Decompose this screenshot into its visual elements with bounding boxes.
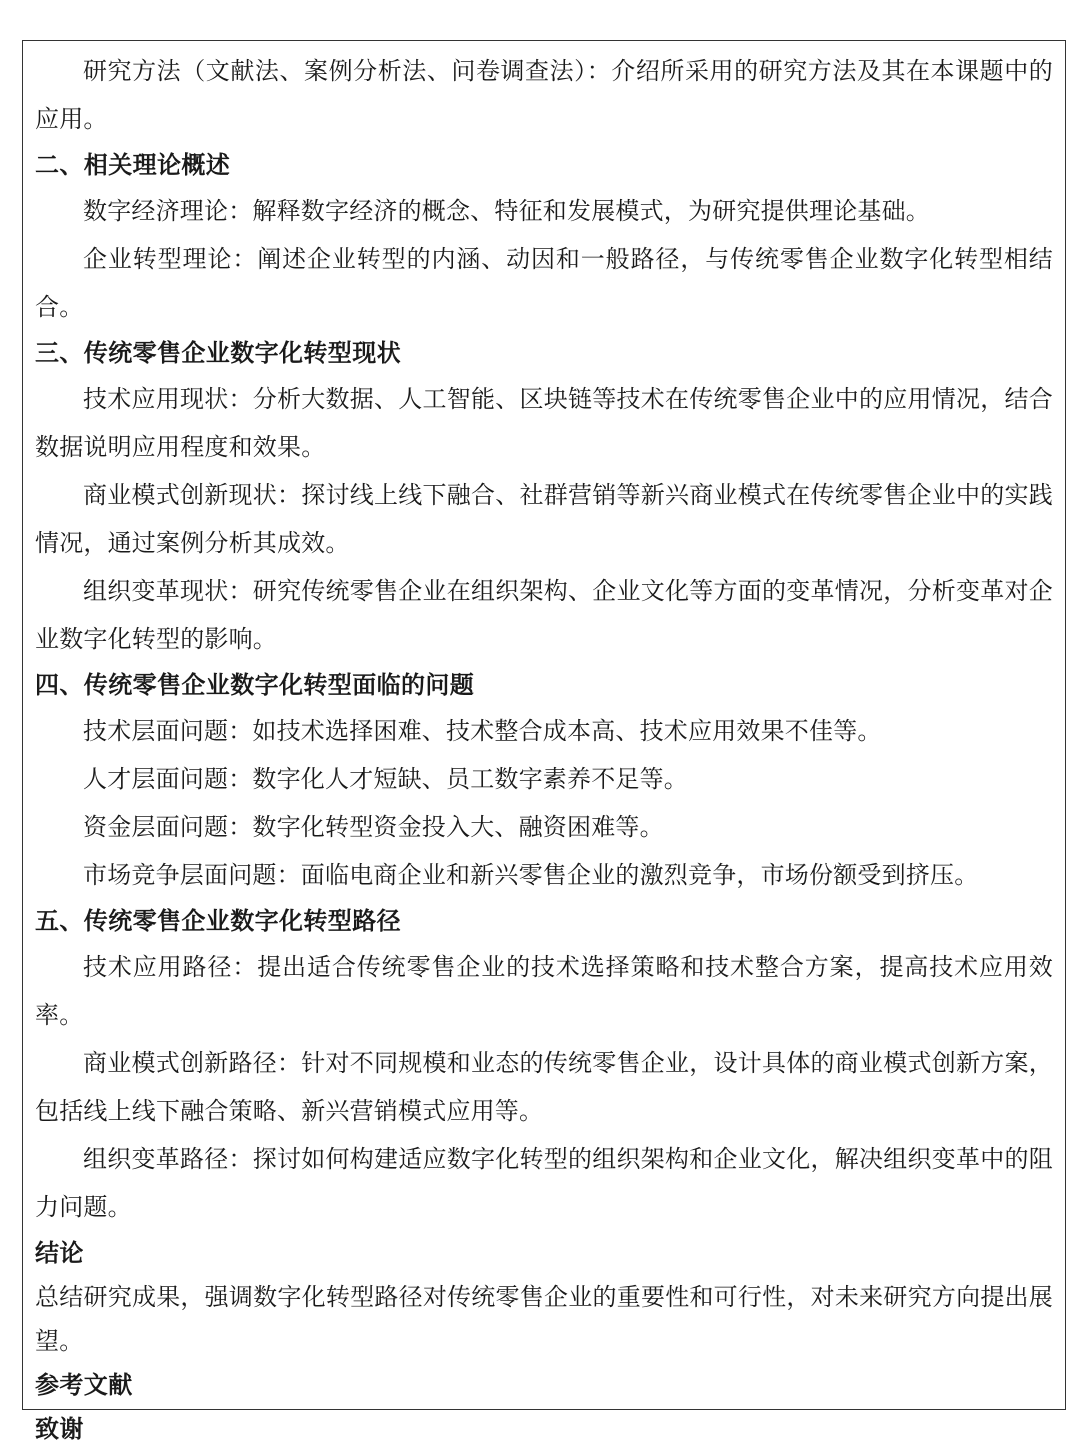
document-content	[23, 41, 1065, 1451]
paragraph-enterprise-transformation-theory: 企业转型理论：阐述企业转型的内涵、动因和一般路径，与传统零售企业数字化转型相结合。	[35, 245, 1053, 321]
section-heading-current-status: 三、传统零售企业数字化转型现状	[35, 338, 401, 367]
paragraph-digital-economy-theory: 数字经济理论：解释数字经济的概念、特征和发展模式，为研究提供理论基础。	[83, 197, 930, 225]
paragraph-competition-problems: 市场竞争层面问题：面临电商企业和新兴零售企业的激烈竞争，市场份额受到挤压。	[83, 861, 979, 889]
paragraph-funding-problems: 资金层面问题：数字化转型资金投入大、融资困难等。	[83, 813, 664, 841]
acknowledgements-heading: 致谢	[35, 1414, 84, 1443]
paragraph-organization-status: 组织变革现状：研究传统零售企业在组织架构、企业文化等方面的变革情况，分析变革对企业数字化转型的影响。	[35, 577, 1053, 653]
section-heading-theory: 二、相关理论概述	[35, 150, 231, 179]
paragraph-talent-problems: 人才层面问题：数字化人才短缺、员工数字素养不足等。	[83, 765, 688, 793]
paragraph-technology-path: 技术应用路径：提出适合传统零售企业的技术选择策略和技术整合方案，提高技术应用效率。	[35, 953, 1053, 1029]
section-heading-problems: 四、传统零售企业数字化转型面临的问题	[35, 670, 475, 699]
paragraph-organization-path: 组织变革路径：探讨如何构建适应数字化转型的组织架构和企业文化，解决组织变革中的阻力问题。	[35, 1145, 1053, 1221]
paragraph-technology-status: 技术应用现状：分析大数据、人工智能、区块链等技术在传统零售企业中的应用情况，结合数据说明应用程度和效果。	[35, 385, 1053, 461]
document-frame	[22, 40, 1066, 1443]
conclusion-text: 总结研究成果，强调数字化转型路径对传统零售企业的重要性和可行性，对未来研究方向提出展望。	[35, 1283, 1053, 1355]
section-heading-paths: 五、传统零售企业数字化转型路径	[35, 906, 401, 935]
paragraph-technology-problems: 技术层面问题：如技术选择困难、技术整合成本高、技术应用效果不佳等。	[83, 717, 882, 745]
research-method-paragraph: 研究方法（文献法、案例分析法、问卷调查法）：介绍所采用的研究方法及其在本课题中的应用。	[35, 57, 1053, 133]
paragraph-business-model-path: 商业模式创新路径：针对不同规模和业态的传统零售企业，设计具体的商业模式创新方案，包括线上线下融合策略、新兴营销模式应用等。	[35, 1049, 1053, 1125]
conclusion-heading: 结论	[35, 1238, 84, 1267]
references-heading: 参考文献	[35, 1370, 133, 1399]
paragraph-business-model-status: 商业模式创新现状：探讨线上线下融合、社群营销等新兴商业模式在传统零售企业中的实践情况，通过案例分析其成效。	[35, 481, 1053, 557]
